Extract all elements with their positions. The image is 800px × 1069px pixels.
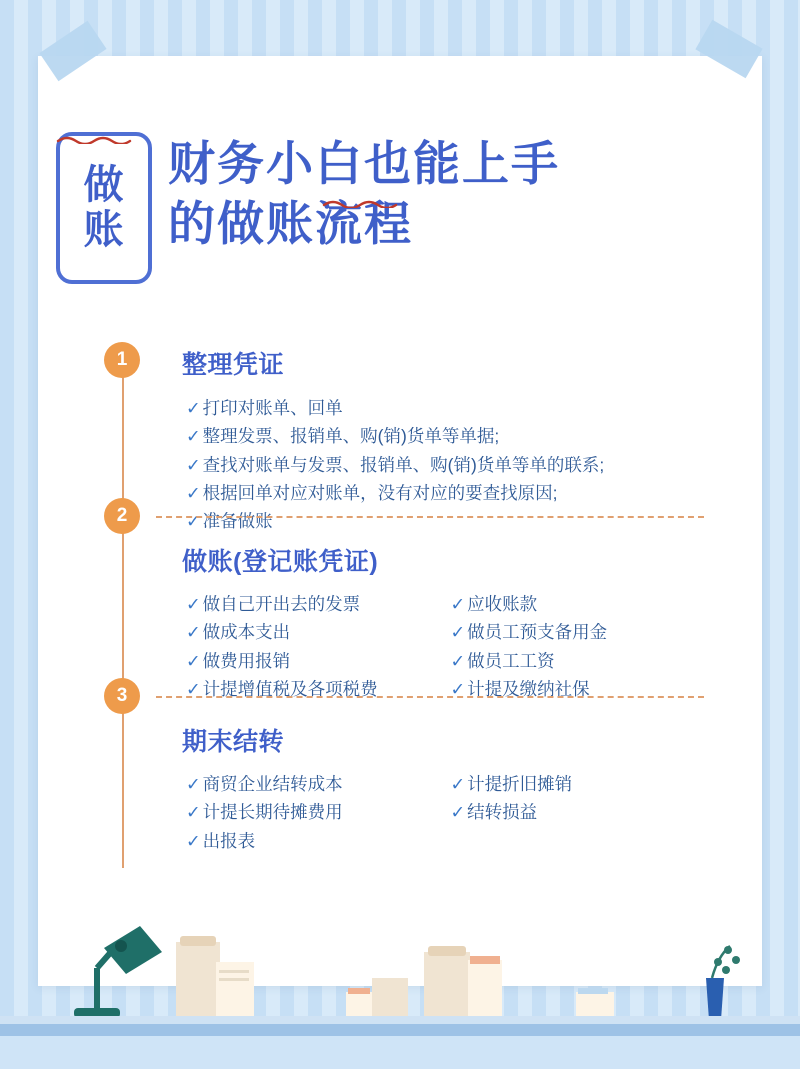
check-icon: ✓ — [186, 398, 201, 418]
check-icon: ✓ — [450, 679, 466, 700]
list-item-label: 准备做账 — [202, 511, 273, 532]
list-item-label: 查找对账单与发票、报销单、购(销)货单等单的联系; — [202, 454, 605, 475]
list-item — [186, 618, 446, 646]
list-item — [186, 451, 706, 479]
check-icon: ✓ — [450, 594, 466, 614]
step-title-2: 做账(登记账凭证) — [182, 548, 379, 576]
check-icon: ✓ — [186, 679, 201, 700]
check-icon: ✓ — [186, 622, 201, 643]
check-icon: ✓ — [186, 483, 201, 504]
check-icon: ✓ — [450, 802, 466, 823]
check-icon: ✓ — [186, 426, 201, 447]
title-line-1: 财务小白也能上手 — [168, 137, 560, 190]
step-2-column-1 — [186, 590, 446, 703]
list-item-label: 计提及缴纳社保 — [467, 679, 590, 700]
step-title-1: 整理凭证 — [182, 351, 285, 379]
list-item — [450, 770, 690, 798]
timeline-line — [122, 368, 124, 868]
list-item-label: 结转损益 — [467, 802, 538, 823]
list-item-label: 根据回单对应对账单，没有对应的要查找原因; — [202, 483, 558, 504]
check-icon: ✓ — [186, 774, 201, 794]
list-item — [186, 507, 706, 535]
check-icon: ✓ — [450, 774, 466, 794]
badge-char-2: 账 — [83, 208, 125, 252]
step-items-1 — [186, 394, 706, 536]
check-icon: ✓ — [186, 650, 201, 671]
list-item-label: 打印对账单、回单 — [202, 398, 343, 418]
list-item — [450, 647, 690, 675]
step-3-column-2 — [450, 770, 690, 827]
step-divider-2 — [156, 516, 704, 518]
list-item-label: 计提折旧摊销 — [467, 774, 573, 794]
list-item-label: 应收账款 — [467, 594, 538, 614]
squiggle-underline-icon-1 — [56, 134, 132, 144]
check-icon: ✓ — [186, 454, 201, 475]
list-item — [186, 675, 446, 703]
step-number-1: 1 — [104, 342, 140, 378]
step-number-2: 2 — [104, 498, 140, 534]
check-icon: ✓ — [450, 650, 466, 671]
list-item-label: 做费用报销 — [202, 650, 291, 671]
list-item-label: 出报表 — [202, 830, 256, 851]
list-item — [186, 422, 706, 450]
list-item-label: 整理发票、报销单、购(销)货单等单据; — [202, 426, 500, 447]
list-item — [450, 590, 690, 618]
step-1-column-1 — [186, 394, 706, 536]
list-item-label: 做员工工资 — [467, 650, 555, 671]
title-line-2: 的做账流程 — [168, 197, 413, 251]
list-item-label: 商贸企业结转成本 — [202, 774, 343, 794]
list-item — [186, 770, 446, 798]
list-item-label: 做自己开出去的发票 — [202, 594, 361, 614]
list-item — [186, 394, 706, 422]
badge-做账 — [56, 132, 152, 284]
list-item — [450, 798, 690, 826]
list-item — [186, 590, 446, 618]
list-item — [186, 827, 446, 855]
step-items-3 — [186, 770, 706, 855]
list-item-label: 计提长期待摊费用 — [202, 802, 343, 823]
check-icon: ✓ — [186, 511, 201, 532]
list-item — [450, 675, 690, 703]
list-item-label: 做员工预支备用金 — [467, 622, 608, 643]
step-3-column-1 — [186, 770, 446, 855]
check-icon: ✓ — [186, 594, 201, 614]
poster-header — [0, 76, 800, 256]
check-icon: ✓ — [186, 830, 201, 851]
page-title — [168, 134, 688, 254]
check-icon: ✓ — [186, 802, 201, 823]
badge-char-1: 做 — [83, 162, 125, 207]
step-number-3: 3 — [104, 678, 140, 714]
squiggle-underline-icon-2 — [322, 198, 398, 208]
list-item — [450, 618, 690, 646]
step-divider-3 — [156, 696, 704, 698]
step-items-2 — [186, 590, 706, 703]
list-item — [186, 798, 446, 826]
list-item-label: 计提增值税及各项税费 — [202, 679, 378, 700]
list-item — [186, 479, 706, 507]
check-icon: ✓ — [450, 622, 466, 643]
step-2-column-2 — [450, 590, 690, 703]
list-item-label: 做成本支出 — [202, 622, 291, 643]
list-item — [186, 647, 446, 675]
step-title-3: 期末结转 — [182, 728, 285, 756]
